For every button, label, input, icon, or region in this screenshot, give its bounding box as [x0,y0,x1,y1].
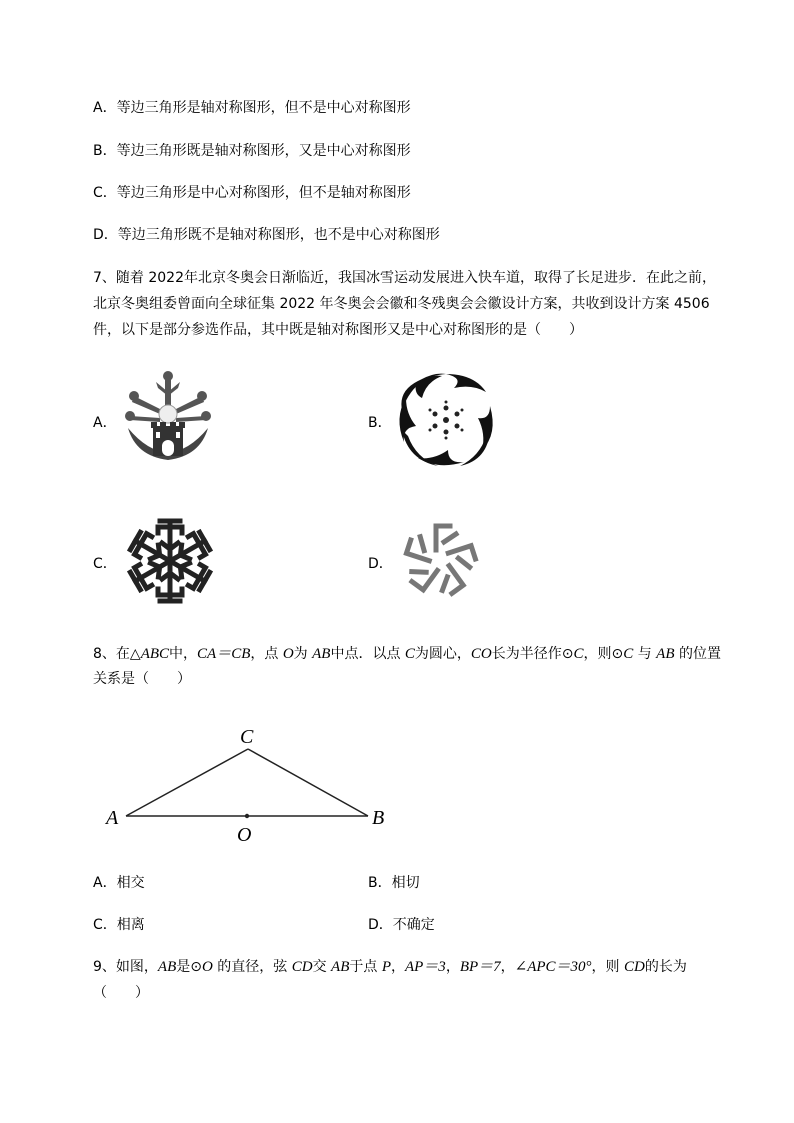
label-a: A [106,807,119,829]
emblem-a-image [120,368,215,466]
side-cb [248,749,368,816]
q9-text-line1: 9、如图，AB是⊙O 的直径，弦 CD交 AB于点 P，AP＝3，BP＝7，∠APC＝30°，则 CD的长为 [93,959,687,975]
q8-option-a: A．相交 [93,875,145,891]
side-ac [126,749,248,816]
q8-text-line1: 8、在△ABC中，CA＝CB，点 O为 AB中点．以点 C为圆心，CO长为半径作⊙C，则⊙C 与 AB 的位置 [93,646,721,662]
q6-option-b: B．等边三角形既是轴对称图形，又是中心对称图形 [93,143,411,159]
q8-text-line2: 关系是（ ） [93,671,191,687]
q7-option-c-label: C． [93,556,117,572]
q7-text-line1: 7、随着 2022年北京冬奥会日渐临近，我国冰雪运动发展进入快车道，取得了长足进步．在此之前， [93,270,716,286]
label-b: B [372,807,385,829]
q7-text-line2: 北京冬奥组委曾面向全球征集 2022 年冬奥会会徽和冬残奥会会徽设计方案，共收到设计方案 4506 [93,296,710,312]
q8-option-b: B．相切 [368,875,420,891]
midpoint-o [245,814,249,818]
q9-text-line2: （ ） [93,985,149,1001]
q8-option-c: C．相离 [93,917,145,933]
emblem-c-image [120,512,220,610]
q8-option-d: D．不确定 [368,917,435,933]
q7-option-d-label: D． [368,556,393,572]
q7-text-line3: 件，以下是部分参选作品，其中既是轴对称图形又是中心对称图形的是（ ） [93,322,583,338]
label-o: O [237,824,252,846]
q7-option-a-label: A． [93,415,117,431]
emblem-d-image [394,514,486,606]
q6-option-d: D．等边三角形既不是轴对称图形，也不是中心对称图形 [93,227,440,243]
q6-option-c: C．等边三角形是中心对称图形，但不是轴对称图形 [93,185,411,201]
q7-option-b-label: B． [368,415,392,431]
label-c: C [240,726,254,748]
triangle-figure [100,720,400,850]
emblem-b-image [394,370,498,470]
q6-option-a: A．等边三角形是轴对称图形，但不是中心对称图形 [93,100,411,116]
